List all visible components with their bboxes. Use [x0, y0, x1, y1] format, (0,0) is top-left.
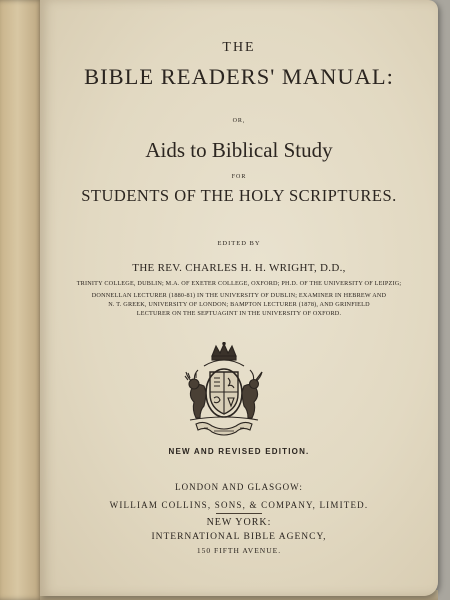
author-credentials-line: N. T. GREEK, UNIVERSITY OF LONDON; BAMPTON LECTURER (1878), AND GRINFIELD	[108, 301, 370, 308]
publisher-name: WILLIAM COLLINS, SONS, & COMPANY, LIMITED.	[109, 500, 369, 510]
coat-of-arms-emblem	[174, 342, 274, 440]
edited-by-label: EDITED BY	[217, 240, 261, 247]
edition-label: NEW AND REVISED EDITION.	[168, 447, 310, 456]
publisher-city: LONDON AND GLASGOW:	[175, 482, 303, 492]
audience-line: STUDENTS OF THE HOLY SCRIPTURES.	[81, 186, 397, 205]
us-publisher-address: 150 FIFTH AVENUE.	[196, 546, 282, 555]
us-publisher-name: INTERNATIONAL BIBLE AGENCY,	[151, 532, 327, 542]
main-title: BIBLE READERS' MANUAL:	[84, 64, 394, 89]
for-connector: FOR	[231, 174, 247, 180]
or-connector: OR,	[232, 118, 246, 124]
subtitle: Aids to Biblical Study	[145, 138, 333, 162]
author-name: THE REV. CHARLES H. H. WRIGHT, D.D.,	[132, 262, 346, 274]
title-the: THE	[222, 40, 256, 55]
us-publisher-city: NEW YORK:	[206, 517, 272, 528]
book-spine-edge	[0, 0, 44, 600]
divider-rule	[216, 513, 262, 514]
author-credentials-line: DONNELLAN LECTURER (1880-81) IN THE UNIVERSITY OF DUBLIN; EXAMINER IN HEBREW AND	[91, 292, 387, 299]
author-credentials-line: LECTURER ON THE SEPTUAGINT IN THE UNIVERSITY OF OXFORD.	[136, 310, 342, 317]
author-credentials-line: TRINITY COLLEGE, DUBLIN; M.A. OF EXETER COLLEGE, OXFORD; PH.D. OF THE UNIVERSITY OF LEIPZIG;	[76, 280, 402, 287]
title-page	[40, 0, 438, 596]
